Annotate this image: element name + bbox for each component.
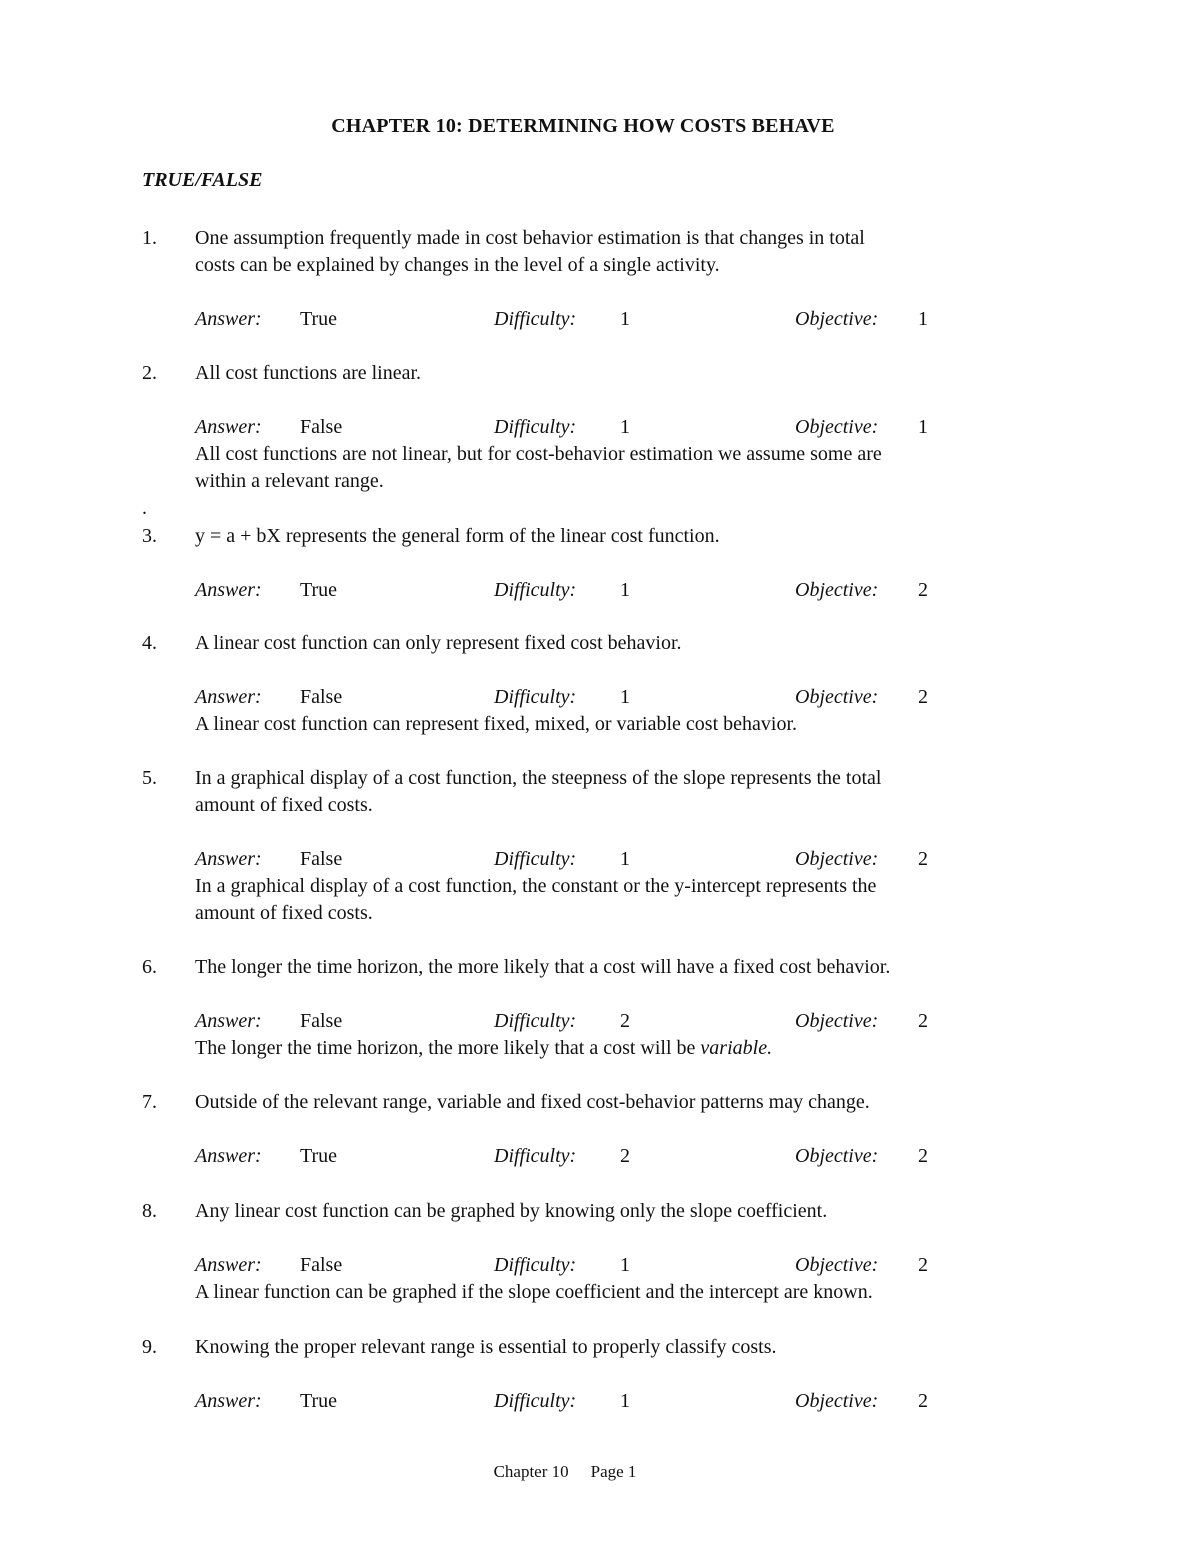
question-6-explanation-line-1 bbox=[195, 1037, 772, 1060]
question-4-objective-value: 2 bbox=[918, 686, 928, 708]
question-8-answer-label: Answer: bbox=[195, 1254, 262, 1276]
question-6-difficulty-value: 2 bbox=[620, 1010, 630, 1032]
question-3-answer-label: Answer: bbox=[195, 579, 262, 601]
question-2-objective-label: Objective: bbox=[795, 416, 879, 438]
question-1-objective-label: Objective: bbox=[795, 308, 879, 330]
question-9-number: 9. bbox=[142, 1336, 157, 1358]
question-9-objective-value: 2 bbox=[918, 1390, 928, 1412]
question-2-explanation-line-2: within a relevant range. bbox=[195, 470, 384, 492]
question-2-answer-value: False bbox=[300, 416, 343, 438]
question-2-text-line-1: All cost functions are linear. bbox=[195, 362, 422, 384]
question-1-text-line-2: costs can be explained by changes in the level of a single activity. bbox=[195, 254, 720, 276]
question-2-difficulty-value: 1 bbox=[620, 416, 630, 438]
question-8-number: 8. bbox=[142, 1200, 157, 1222]
question-6-objective-value: 2 bbox=[918, 1010, 928, 1032]
question-4-number: 4. bbox=[142, 632, 157, 654]
question-6-explanation-emphasis: variable. bbox=[700, 1037, 773, 1059]
question-1-number: 1. bbox=[142, 227, 157, 249]
section-heading: TRUE/FALSE bbox=[142, 169, 263, 191]
question-2-answer-label: Answer: bbox=[195, 416, 262, 438]
question-3-objective-value: 2 bbox=[918, 579, 928, 601]
question-6-text-line-1: The longer the time horizon, the more likely that a cost will have a fixed cost behavior. bbox=[195, 956, 891, 978]
question-1-text-line-1: One assumption frequently made in cost behavior estimation is that changes in total bbox=[195, 227, 865, 249]
question-1-difficulty-label: Difficulty: bbox=[494, 308, 577, 330]
question-6-answer-label: Answer: bbox=[195, 1010, 262, 1032]
question-9-difficulty-value: 1 bbox=[620, 1390, 630, 1412]
question-7-difficulty-label: Difficulty: bbox=[494, 1145, 577, 1167]
question-9-answer-value: True bbox=[300, 1390, 338, 1412]
question-5-objective-value: 2 bbox=[918, 848, 928, 870]
question-7-text-line-1: Outside of the relevant range, variable and fixed cost-behavior patterns may change. bbox=[195, 1091, 870, 1113]
question-7-objective-label: Objective: bbox=[795, 1145, 879, 1167]
question-3-difficulty-label: Difficulty: bbox=[494, 579, 577, 601]
question-5-difficulty-label: Difficulty: bbox=[494, 848, 577, 870]
question-3-objective-label: Objective: bbox=[795, 579, 879, 601]
question-5-text-line-2: amount of fixed costs. bbox=[195, 794, 373, 816]
question-7-difficulty-value: 2 bbox=[620, 1145, 630, 1167]
question-1-answer-value: True bbox=[300, 308, 338, 330]
question-1-objective-value: 1 bbox=[918, 308, 928, 330]
stray-mark: . bbox=[142, 497, 147, 519]
question-5-answer-value: False bbox=[300, 848, 343, 870]
question-6-objective-label: Objective: bbox=[795, 1010, 879, 1032]
question-4-explanation-line-1: A linear cost function can represent fixed, mixed, or variable cost behavior. bbox=[195, 713, 798, 735]
question-7-objective-value: 2 bbox=[918, 1145, 928, 1167]
question-6-number: 6. bbox=[142, 956, 157, 978]
question-8-explanation-line-1: A linear function can be graphed if the slope coefficient and the intercept are known. bbox=[195, 1281, 873, 1303]
question-4-answer-label: Answer: bbox=[195, 686, 262, 708]
question-7-answer-value: True bbox=[300, 1145, 338, 1167]
question-1-answer-label: Answer: bbox=[195, 308, 262, 330]
question-5-explanation-line-1: In a graphical display of a cost function, the constant or the y-intercept represents the bbox=[195, 875, 877, 897]
question-3-answer-value: True bbox=[300, 579, 338, 601]
question-3-text-line-1: y = a + bX represents the general form of the linear cost function. bbox=[195, 525, 720, 547]
question-6-answer-value: False bbox=[300, 1010, 343, 1032]
page-footer bbox=[0, 1462, 1130, 1482]
question-9-difficulty-label: Difficulty: bbox=[494, 1390, 577, 1412]
question-7-answer-label: Answer: bbox=[195, 1145, 262, 1167]
question-8-answer-value: False bbox=[300, 1254, 343, 1276]
question-8-text-line-1: Any linear cost function can be graphed by knowing only the slope coefficient. bbox=[195, 1200, 828, 1222]
question-6-difficulty-label: Difficulty: bbox=[494, 1010, 577, 1032]
question-3-number: 3. bbox=[142, 525, 157, 547]
question-7-number: 7. bbox=[142, 1091, 157, 1113]
question-2-objective-value: 1 bbox=[918, 416, 928, 438]
question-5-text-line-1: In a graphical display of a cost function, the steepness of the slope represents the total bbox=[195, 767, 882, 789]
question-4-difficulty-label: Difficulty: bbox=[494, 686, 577, 708]
question-8-objective-value: 2 bbox=[918, 1254, 928, 1276]
question-6-explanation-text: The longer the time horizon, the more likely that a cost will be bbox=[195, 1037, 701, 1059]
question-2-explanation-line-1: All cost functions are not linear, but for cost-behavior estimation we assume some are bbox=[195, 443, 882, 465]
question-4-text-line-1: A linear cost function can only represent fixed cost behavior. bbox=[195, 632, 682, 654]
question-2-difficulty-label: Difficulty: bbox=[494, 416, 577, 438]
question-1-difficulty-value: 1 bbox=[620, 308, 630, 330]
question-4-objective-label: Objective: bbox=[795, 686, 879, 708]
question-5-answer-label: Answer: bbox=[195, 848, 262, 870]
question-3-difficulty-value: 1 bbox=[620, 579, 630, 601]
footer-page-number: Page 1 bbox=[590, 1462, 637, 1481]
footer-chapter: Chapter 10 bbox=[493, 1462, 569, 1481]
question-9-objective-label: Objective: bbox=[795, 1390, 879, 1412]
question-5-number: 5. bbox=[142, 767, 157, 789]
question-5-objective-label: Objective: bbox=[795, 848, 879, 870]
question-8-objective-label: Objective: bbox=[795, 1254, 879, 1276]
question-8-difficulty-value: 1 bbox=[620, 1254, 630, 1276]
question-9-text-line-1: Knowing the proper relevant range is essential to properly classify costs. bbox=[195, 1336, 777, 1358]
question-9-answer-label: Answer: bbox=[195, 1390, 262, 1412]
page-title: CHAPTER 10: DETERMINING HOW COSTS BEHAVE bbox=[331, 115, 835, 137]
question-8-difficulty-label: Difficulty: bbox=[494, 1254, 577, 1276]
question-5-difficulty-value: 1 bbox=[620, 848, 630, 870]
question-2-number: 2. bbox=[142, 362, 157, 384]
question-5-explanation-line-2: amount of fixed costs. bbox=[195, 902, 373, 924]
question-4-answer-value: False bbox=[300, 686, 343, 708]
question-4-difficulty-value: 1 bbox=[620, 686, 630, 708]
